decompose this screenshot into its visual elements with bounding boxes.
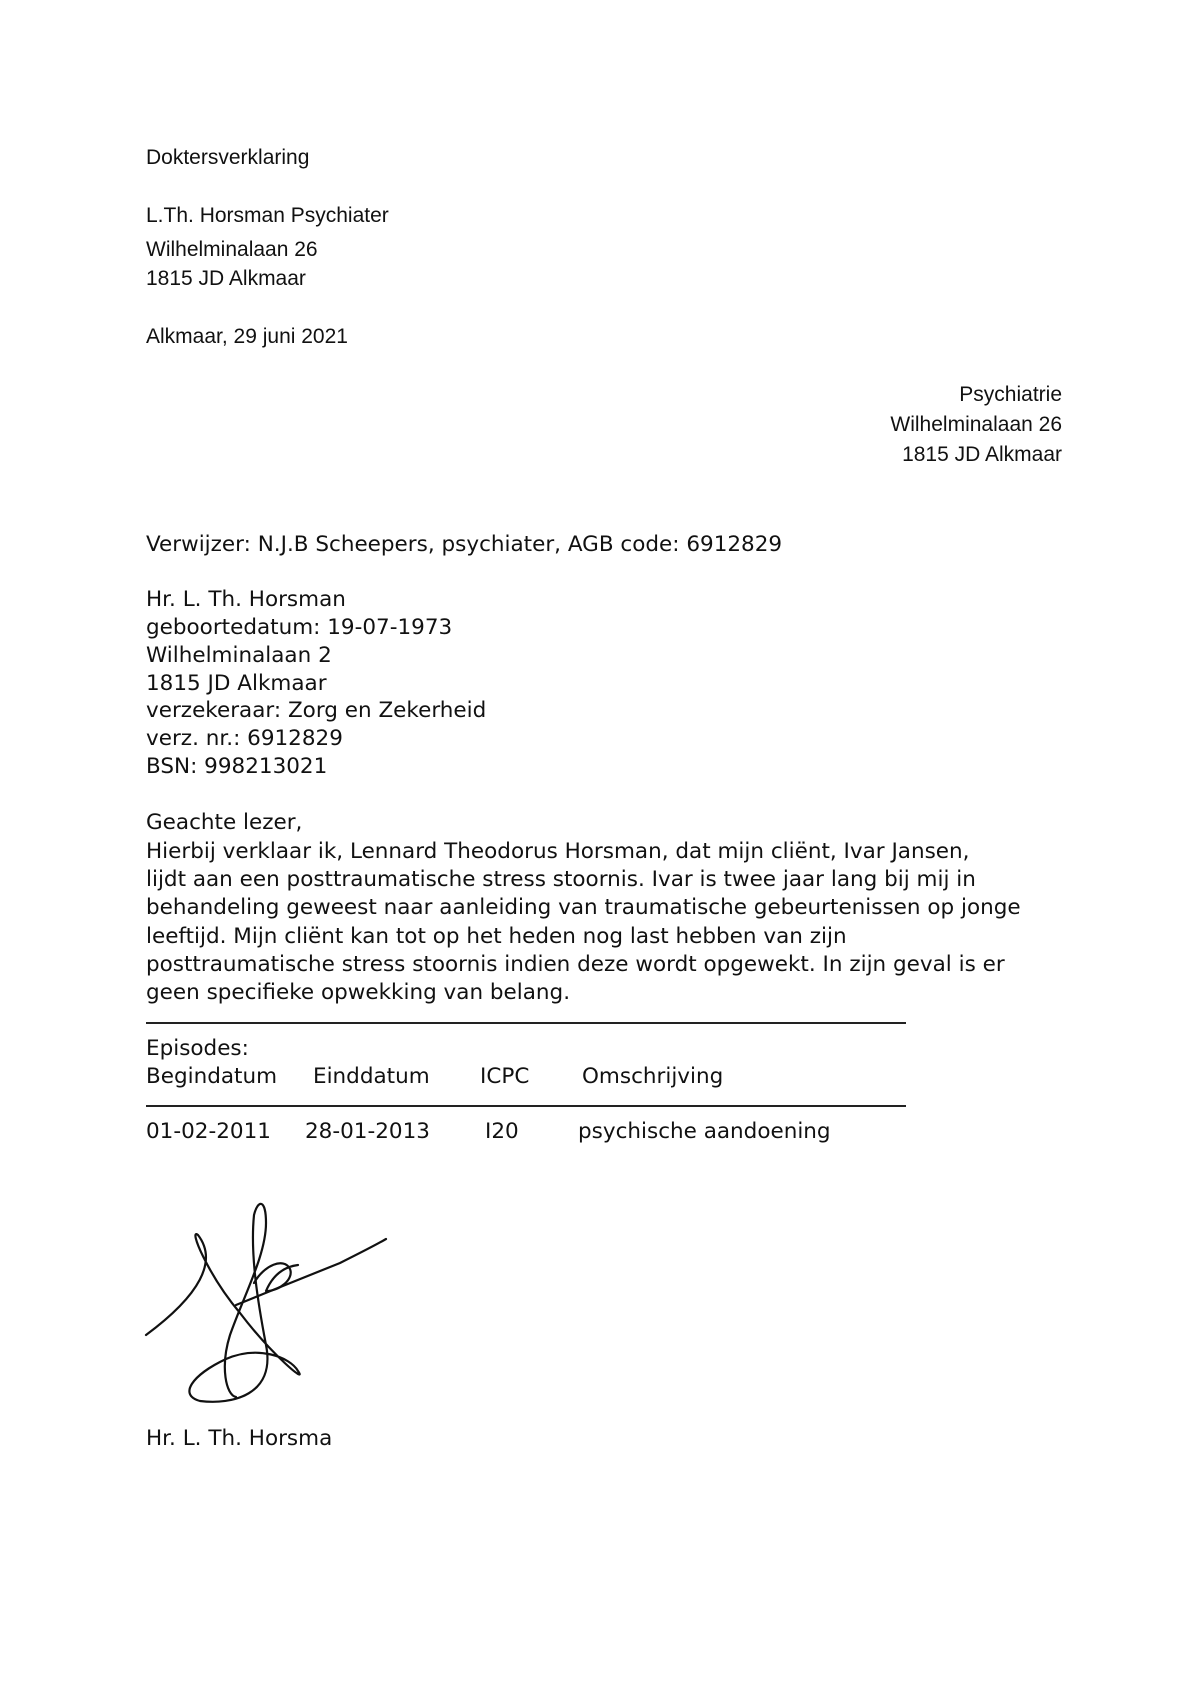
recipient-street: Wilhelminalaan 26 bbox=[890, 413, 1062, 436]
recipient-department: Psychiatrie bbox=[959, 383, 1062, 406]
episode-begindatum: 01-02-2011 bbox=[146, 1119, 271, 1144]
sender-street: Wilhelminalaan 26 bbox=[146, 238, 318, 261]
signature-name: Hr. L. Th. Horsma bbox=[146, 1426, 333, 1451]
patient-bsn: BSN: 998213021 bbox=[146, 754, 328, 779]
salutation: Geachte lezer, bbox=[146, 810, 303, 835]
body-line: Hierbij verklaar ik, Lennard Theodorus Horsman, dat mijn cliënt, Ivar Jansen, bbox=[146, 839, 970, 864]
episode-icpc: I20 bbox=[485, 1119, 519, 1144]
episode-omschrijving: psychische aandoening bbox=[578, 1119, 831, 1144]
episodes-label: Episodes: bbox=[146, 1036, 249, 1061]
document-title: Doktersverklaring bbox=[146, 146, 310, 169]
patient-street: Wilhelminalaan 2 bbox=[146, 643, 332, 668]
sender-city: 1815 JD Alkmaar bbox=[146, 267, 306, 290]
column-header-omschrijving: Omschrijving bbox=[582, 1064, 724, 1089]
body-line: geen specifieke opwekking van belang. bbox=[146, 980, 571, 1006]
body-line: behandeling geweest naar aanleiding van traumatische gebeurtenissen op jonge bbox=[146, 895, 1021, 921]
divider bbox=[146, 1105, 906, 1107]
signature-image bbox=[140, 1195, 400, 1405]
divider bbox=[146, 1022, 906, 1024]
date-line: Alkmaar, 29 juni 2021 bbox=[146, 325, 348, 348]
recipient-city: 1815 JD Alkmaar bbox=[902, 443, 1062, 466]
body-line: lijdt aan een posttraumatische stress stoornis. Ivar is twee jaar lang bij mij in bbox=[146, 867, 976, 893]
letter-body bbox=[146, 838, 1066, 1007]
patient-name: Hr. L. Th. Horsman bbox=[146, 587, 346, 612]
patient-birthdate: geboortedatum: 19-07-1973 bbox=[146, 615, 453, 640]
episode-einddatum: 28-01-2013 bbox=[305, 1119, 430, 1144]
body-line: posttraumatische stress stoornis indien deze wordt opgewekt. In zijn geval is er bbox=[146, 951, 1005, 977]
body-line: leeftijd. Mijn cliënt kan tot op het heden nog last hebben van zijn bbox=[146, 923, 847, 949]
column-header-begindatum: Begindatum bbox=[146, 1064, 278, 1089]
sender-name: L.Th. Horsman Psychiater bbox=[146, 204, 389, 227]
referrer-line: Verwijzer: N.J.B Scheepers, psychiater, AGB code: 6912829 bbox=[146, 532, 783, 557]
patient-insurance-number: verz. nr.: 6912829 bbox=[146, 726, 343, 751]
column-header-icpc: ICPC bbox=[480, 1064, 530, 1089]
column-header-einddatum: Einddatum bbox=[313, 1064, 430, 1089]
patient-insurer: verzekeraar: Zorg en Zekerheid bbox=[146, 698, 487, 723]
patient-city: 1815 JD Alkmaar bbox=[146, 671, 327, 696]
